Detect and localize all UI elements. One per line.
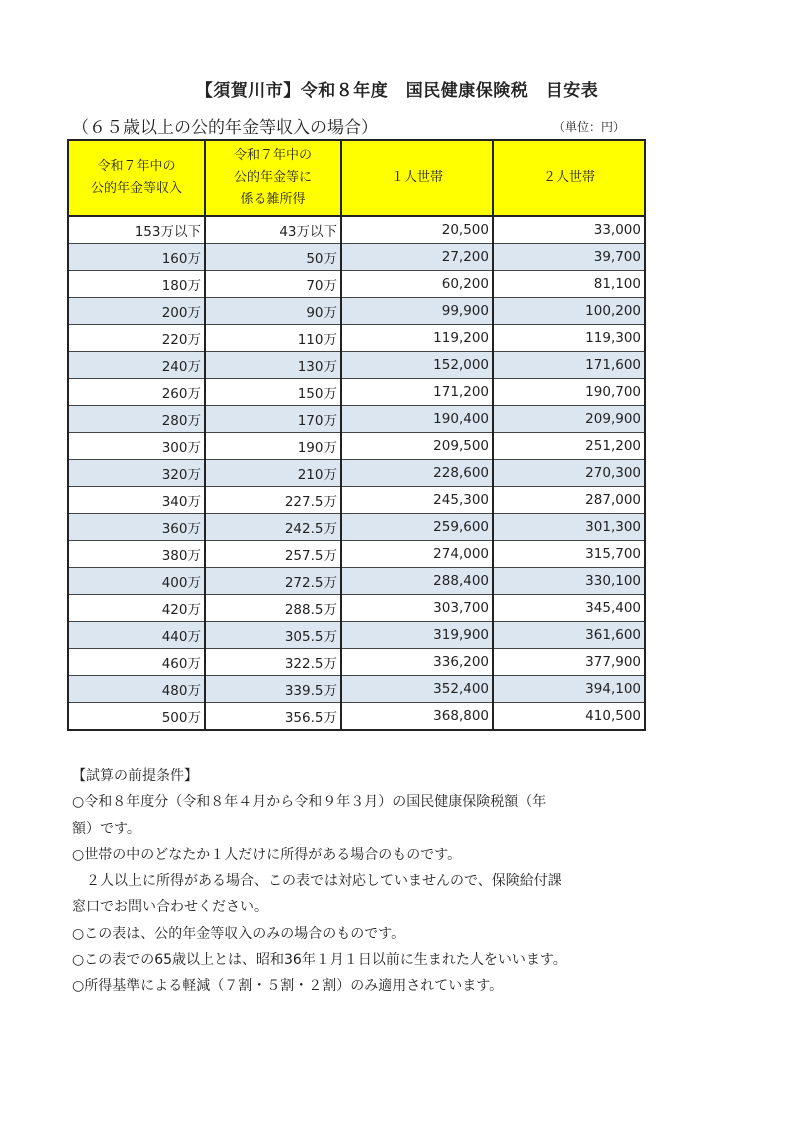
note-line: ○この表での65歳以上とは、昭和36年１月１日以前に生まれた人をいいます。 bbox=[72, 952, 567, 969]
table-header-row bbox=[68, 140, 645, 216]
table-row bbox=[68, 514, 645, 541]
cell-one-person: 20,500 bbox=[341, 216, 493, 244]
cell-one-person: 60,200 bbox=[341, 271, 493, 298]
table-row bbox=[68, 622, 645, 649]
cell-pension-income: 400万 bbox=[68, 568, 205, 595]
cell-misc-income: 272.5万 bbox=[205, 568, 341, 595]
notes-lines bbox=[72, 789, 652, 999]
cell-misc-income: 242.5万 bbox=[205, 514, 341, 541]
cell-one-person: 352,400 bbox=[341, 676, 493, 703]
table-row bbox=[68, 379, 645, 406]
cell-misc-income: 339.5万 bbox=[205, 676, 341, 703]
header-line: １人世帯 bbox=[390, 170, 443, 185]
cell-misc-income: 257.5万 bbox=[205, 541, 341, 568]
page-title: 【須賀川市】令和８年度 国民健康保険税 目安表 bbox=[195, 81, 599, 101]
table-row bbox=[68, 649, 645, 676]
cell-misc-income: 356.5万 bbox=[205, 703, 341, 731]
header-line: 令和７年中の bbox=[233, 148, 312, 163]
cell-two-person: 119,300 bbox=[493, 325, 645, 352]
cell-misc-income: 227.5万 bbox=[205, 487, 341, 514]
table-row bbox=[68, 541, 645, 568]
cell-pension-income: 500万 bbox=[68, 703, 205, 731]
note-line: 窓口でお問い合わせください。 bbox=[72, 899, 268, 916]
cell-one-person: 119,200 bbox=[341, 325, 493, 352]
cell-pension-income: 260万 bbox=[68, 379, 205, 406]
cell-two-person: 100,200 bbox=[493, 298, 645, 325]
cell-one-person: 27,200 bbox=[341, 244, 493, 271]
cell-one-person: 288,400 bbox=[341, 568, 493, 595]
cell-one-person: 228,600 bbox=[341, 460, 493, 487]
note-line: ２人以上に所得がある場合、この表では対応していませんので、保険給付課 bbox=[72, 873, 562, 890]
cell-one-person: 99,900 bbox=[341, 298, 493, 325]
table-row bbox=[68, 325, 645, 352]
cell-pension-income: 180万 bbox=[68, 271, 205, 298]
cell-pension-income: 420万 bbox=[68, 595, 205, 622]
cell-misc-income: 210万 bbox=[205, 460, 341, 487]
cell-misc-income: 43万以下 bbox=[205, 216, 341, 244]
cell-two-person: 81,100 bbox=[493, 271, 645, 298]
cell-two-person: 33,000 bbox=[493, 216, 645, 244]
cell-misc-income: 288.5万 bbox=[205, 595, 341, 622]
cell-pension-income: 320万 bbox=[68, 460, 205, 487]
notes-heading: 【試算の前提条件】 bbox=[72, 768, 198, 784]
header-line: ２人世帯 bbox=[542, 170, 595, 185]
note-line: ○世帯の中のどなたか１人だけに所得がある場合のものです。 bbox=[72, 846, 462, 863]
cell-pension-income: 480万 bbox=[68, 676, 205, 703]
cell-one-person: 171,200 bbox=[341, 379, 493, 406]
cell-misc-income: 305.5万 bbox=[205, 622, 341, 649]
cell-two-person: 287,000 bbox=[493, 487, 645, 514]
header-line: 公的年金等に bbox=[233, 170, 312, 185]
cell-pension-income: 153万以下 bbox=[68, 216, 205, 244]
header-pension-income bbox=[68, 140, 205, 216]
cell-one-person: 336,200 bbox=[341, 649, 493, 676]
cell-two-person: 361,600 bbox=[493, 622, 645, 649]
note-line: 額）です。 bbox=[72, 820, 141, 837]
cell-pension-income: 300万 bbox=[68, 433, 205, 460]
header-line: 令和７年中の bbox=[97, 159, 176, 174]
table-row bbox=[68, 433, 645, 460]
table-row bbox=[68, 352, 645, 379]
table-row bbox=[68, 676, 645, 703]
cell-one-person: 368,800 bbox=[341, 703, 493, 731]
table-row bbox=[68, 298, 645, 325]
cell-one-person: 259,600 bbox=[341, 514, 493, 541]
note-line: ○この表は、公的年金等収入のみの場合のものです。 bbox=[72, 925, 406, 942]
header-line: 係る雑所得 bbox=[240, 192, 306, 207]
header-line: 公的年金等収入 bbox=[90, 181, 182, 196]
cell-pension-income: 280万 bbox=[68, 406, 205, 433]
cell-two-person: 410,500 bbox=[493, 703, 645, 731]
table-row bbox=[68, 487, 645, 514]
cell-one-person: 245,300 bbox=[341, 487, 493, 514]
table-row bbox=[68, 244, 645, 271]
note-line: ○令和８年度分（令和８年４月から令和９年３月）の国民健康保険税額（年 bbox=[72, 794, 547, 811]
cell-two-person: 39,700 bbox=[493, 244, 645, 271]
table-body bbox=[68, 216, 645, 730]
note-line: ○所得基準による軽減（７割・５割・２割）のみ適用されています。 bbox=[72, 978, 504, 995]
table-row bbox=[68, 568, 645, 595]
cell-two-person: 251,200 bbox=[493, 433, 645, 460]
cell-pension-income: 240万 bbox=[68, 352, 205, 379]
unit-label: （単位：円） bbox=[553, 120, 626, 134]
page-subtitle: （６５歳以上の公的年金等収入の場合） bbox=[72, 118, 378, 138]
cell-two-person: 301,300 bbox=[493, 514, 645, 541]
cell-misc-income: 110万 bbox=[205, 325, 341, 352]
cell-one-person: 303,700 bbox=[341, 595, 493, 622]
cell-two-person: 377,900 bbox=[493, 649, 645, 676]
cell-one-person: 209,500 bbox=[341, 433, 493, 460]
cell-pension-income: 380万 bbox=[68, 541, 205, 568]
cell-misc-income: 50万 bbox=[205, 244, 341, 271]
cell-misc-income: 70万 bbox=[205, 271, 341, 298]
cell-two-person: 345,400 bbox=[493, 595, 645, 622]
table-row bbox=[68, 703, 645, 731]
cell-pension-income: 440万 bbox=[68, 622, 205, 649]
cell-pension-income: 220万 bbox=[68, 325, 205, 352]
table-row bbox=[68, 271, 645, 298]
cell-misc-income: 170万 bbox=[205, 406, 341, 433]
cell-pension-income: 160万 bbox=[68, 244, 205, 271]
table-row bbox=[68, 406, 645, 433]
header-one-person bbox=[341, 140, 493, 216]
cell-two-person: 209,900 bbox=[493, 406, 645, 433]
cell-two-person: 270,300 bbox=[493, 460, 645, 487]
table-row bbox=[68, 460, 645, 487]
cell-two-person: 330,100 bbox=[493, 568, 645, 595]
cell-two-person: 315,700 bbox=[493, 541, 645, 568]
header-misc-income bbox=[205, 140, 341, 216]
cell-one-person: 190,400 bbox=[341, 406, 493, 433]
cell-pension-income: 360万 bbox=[68, 514, 205, 541]
cell-misc-income: 130万 bbox=[205, 352, 341, 379]
cell-one-person: 152,000 bbox=[341, 352, 493, 379]
cell-misc-income: 90万 bbox=[205, 298, 341, 325]
cell-two-person: 190,700 bbox=[493, 379, 645, 406]
cell-misc-income: 190万 bbox=[205, 433, 341, 460]
cell-one-person: 319,900 bbox=[341, 622, 493, 649]
conditions-notes bbox=[72, 763, 652, 1000]
tax-table bbox=[67, 139, 646, 731]
cell-two-person: 394,100 bbox=[493, 676, 645, 703]
cell-pension-income: 340万 bbox=[68, 487, 205, 514]
table-row bbox=[68, 216, 645, 244]
header-two-person bbox=[493, 140, 645, 216]
cell-misc-income: 322.5万 bbox=[205, 649, 341, 676]
table-row bbox=[68, 595, 645, 622]
cell-one-person: 274,000 bbox=[341, 541, 493, 568]
cell-pension-income: 460万 bbox=[68, 649, 205, 676]
cell-misc-income: 150万 bbox=[205, 379, 341, 406]
cell-pension-income: 200万 bbox=[68, 298, 205, 325]
cell-two-person: 171,600 bbox=[493, 352, 645, 379]
